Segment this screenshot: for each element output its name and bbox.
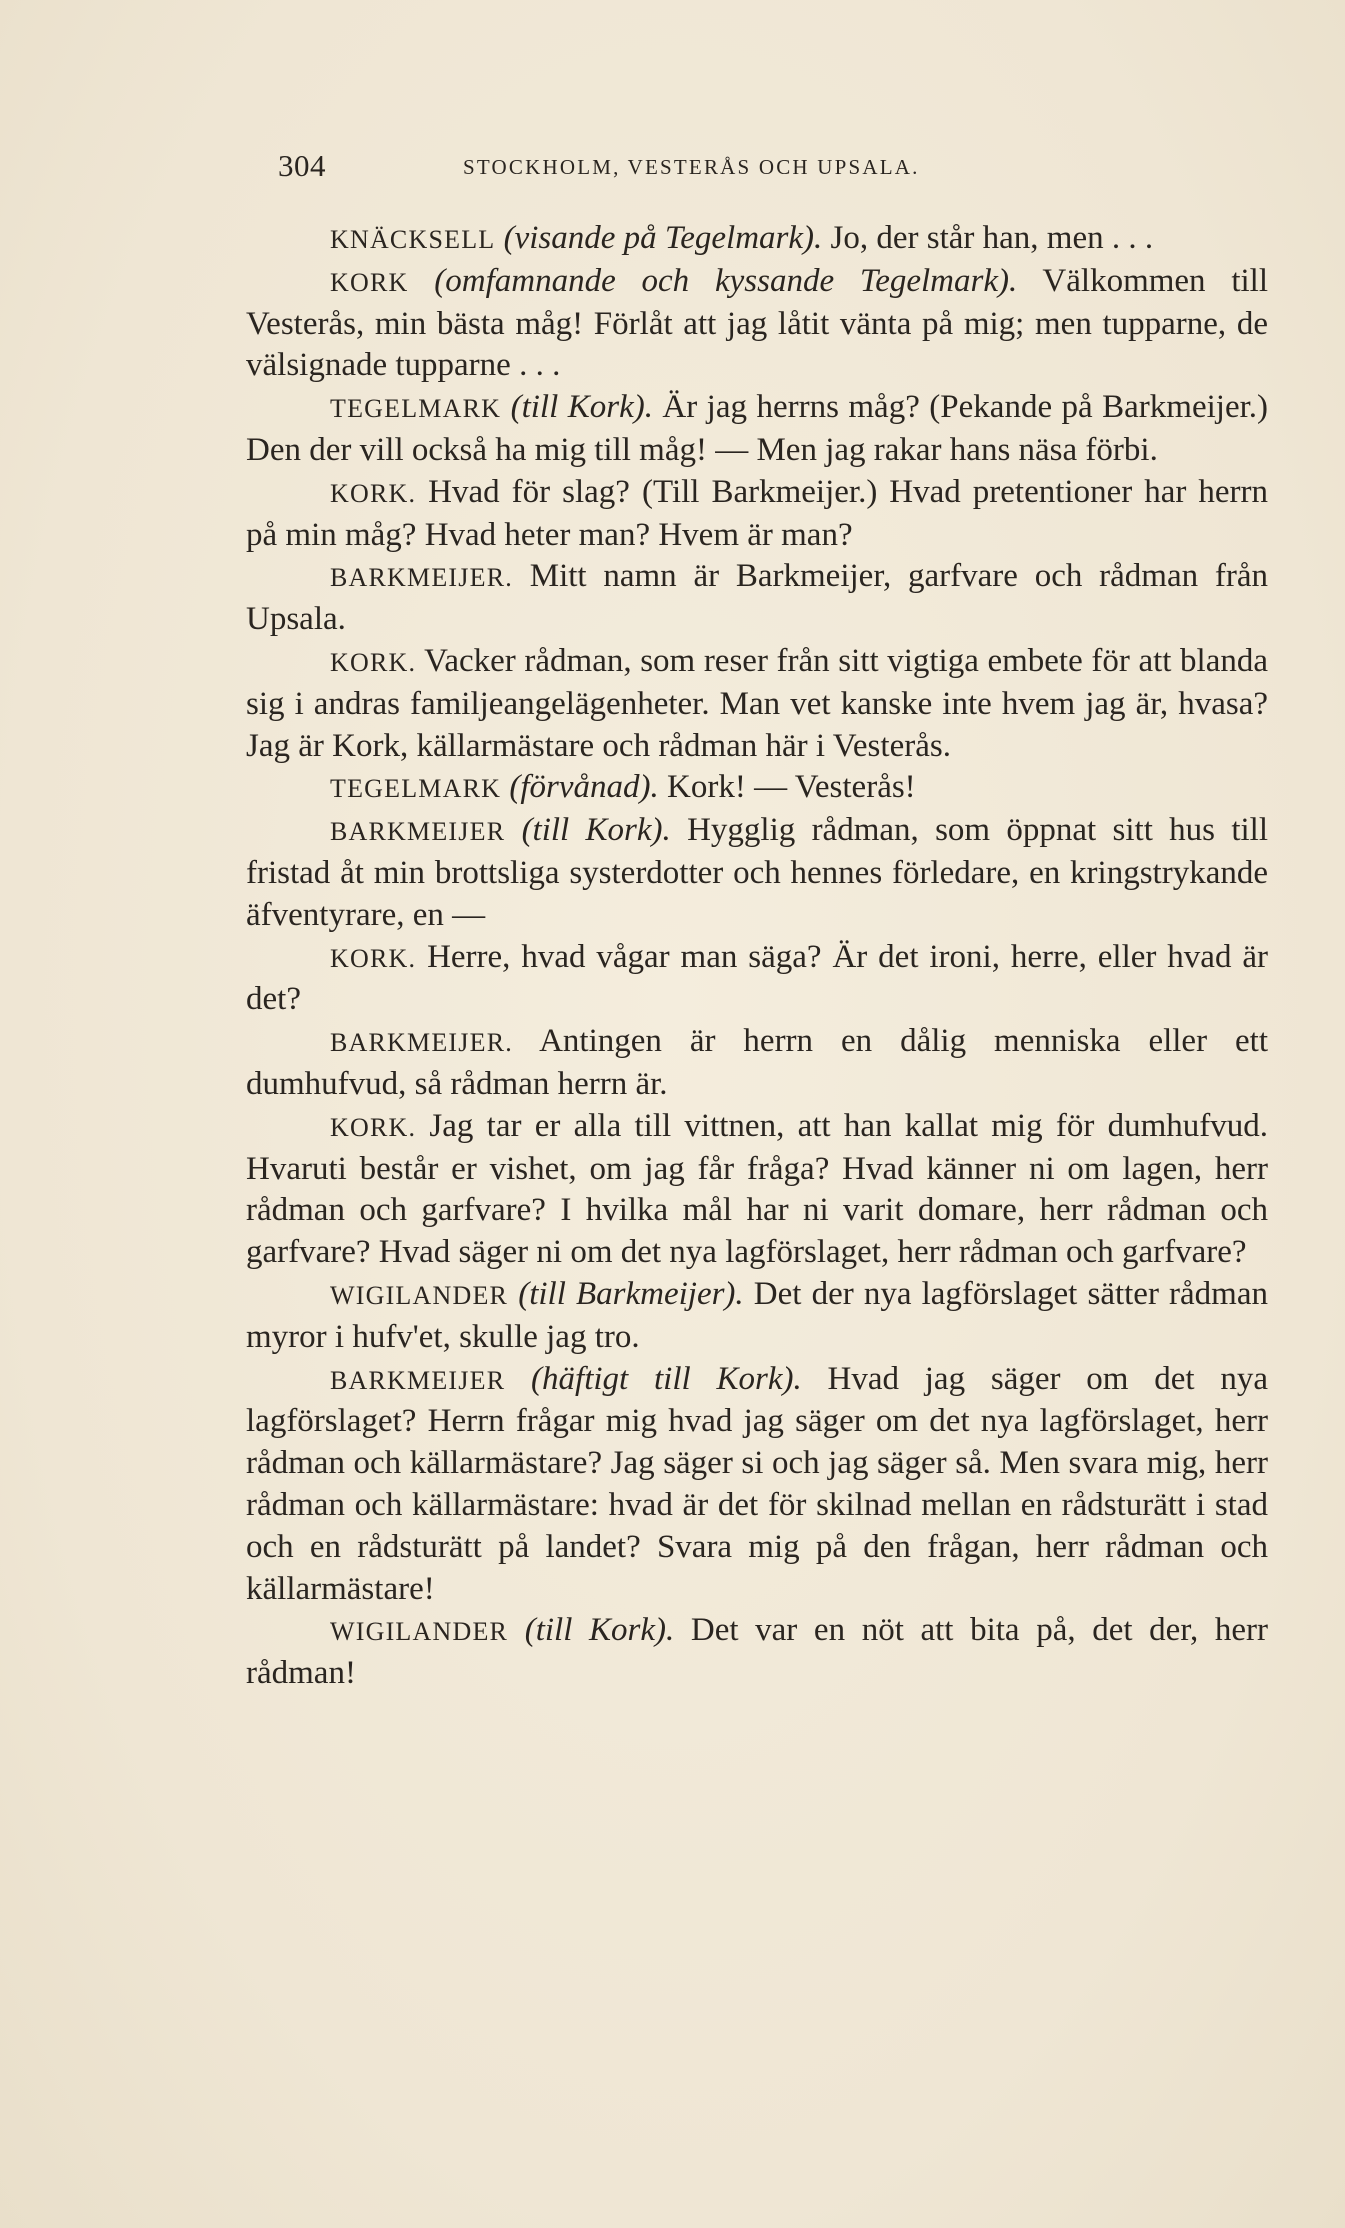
stage-direction: (till Kork). (524, 1612, 675, 1649)
dialogue-text: Jo, der står han, men . . . (822, 220, 1154, 256)
dialogue-text: Hvad jag säger om det nya lagförslaget? Herrn frågar mig hvad jag säger om det nya lagförslaget, herr rådman och källarmästare? Jag säger si och jag säger så. Men svara mig, herr rådman och källarmästare: hvad är det för skilnad mellan en rådsturätt i stad och en rådsturätt på landet? Svara mig på den frågan, herr rådman och källarmästare! (246, 1360, 1268, 1607)
dialogue-paragraph (246, 641, 1268, 767)
dialogue-paragraph (246, 261, 1268, 387)
speaker-name: WIGILANDER (330, 1617, 509, 1647)
speaker-name: KORK. (330, 1112, 417, 1142)
dialogue-text: Vacker rådman, som reser från sitt vigtiga embete för att blanda sig i andras familjeangelägenheter. Man vet kanske inte hvem jag är, hvasa? Jag är Kork, källarmästare och rådman här i Vesterås. (246, 642, 1268, 764)
dialogue-paragraph (246, 1359, 1268, 1611)
speaker-name: KORK. (330, 647, 417, 677)
dialogue-paragraph (246, 1610, 1268, 1695)
speaker-name: TEGELMARK (330, 394, 502, 424)
dialogue-text: Är jag herrns måg? (Pekande på Barkmeijer.) Den der vill också ha mig till måg! — Men jag rakar hans näsa förbi. (246, 389, 1268, 468)
page-number: 304 (278, 148, 326, 183)
speaker-name: KORK. (330, 478, 417, 508)
dialogue-text: Välkommen till Vesterås, min bästa måg! Förlåt att jag låtit vänta på mig; men tupparne, de välsignade tupparne . . . (246, 262, 1269, 384)
speaker-name: KORK (330, 267, 409, 297)
dialogue-paragraph (246, 1274, 1268, 1359)
stage-direction: (visande på Tegelmark). (503, 220, 823, 256)
dialogue-text: Herre, hvad vågar man säga? Är det ironi, herre, eller hvad är det? (246, 938, 1268, 1018)
dialogue-paragraph (246, 937, 1268, 1022)
stage-direction: (till Kork). (510, 389, 653, 426)
speaker-name: BARKMEIJER. (330, 563, 513, 593)
stage-direction: (förvånad). (509, 769, 659, 806)
dialogue-text: Jag tar er alla till vittnen, att han kallat mig för dumhufvud. Hvaruti består er vishet, om jag får fråga? Hvad känner ni om lagen, herr rådman och garfvare? I hvilka mål har ni varit domare, herr rådman och garfvare? Hvad säger ni om det nya lagförslaget, herr rådman och garfvare? (246, 1107, 1268, 1271)
dialogue-text: Hvad för slag? (Till Barkmeijer.) Hvad pretentioner har herrn på min måg? Hvad heter man? Hvem är man? (246, 473, 1268, 553)
dialogue-text: Det var en nöt att bita på, det der, herr rådman! (246, 1612, 1268, 1692)
speaker-name: KORK. (330, 943, 417, 973)
dialogue-paragraph (246, 1106, 1268, 1274)
running-head: STOCKHOLM, VESTERÅS OCH UPSALA. (463, 155, 920, 179)
page-header (278, 148, 1078, 188)
stage-direction: (till Kork). (521, 812, 671, 849)
dialogue-paragraph (246, 218, 1268, 261)
dialogue-paragraph (246, 387, 1268, 472)
stage-direction: (häftigt till Kork). (531, 1360, 802, 1397)
dialogue-text: Kork! — Vesterås! (658, 769, 916, 806)
speaker-name: BARKMEIJER. (330, 1028, 513, 1058)
stage-direction: (omfamnande och kyssande Tegelmark). (434, 262, 1018, 299)
dialogue-paragraph (246, 810, 1268, 936)
speaker-name: BARKMEIJER (330, 817, 506, 847)
dialogue-paragraph (246, 556, 1268, 641)
dialogue-text: Mitt namn är Barkmeijer, garfvare och rådman från Upsala. (246, 558, 1268, 638)
speaker-name: KNÄCKSELL (330, 225, 496, 254)
body-text (246, 218, 1268, 1695)
dialogue-text: Antingen är herrn en dålig menniska eller ett dumhufvud, så rådman herrn är. (246, 1023, 1268, 1102)
speaker-name: BARKMEIJER (330, 1365, 506, 1395)
stage-direction: (till Barkmeijer). (518, 1275, 744, 1312)
speaker-name: TEGELMARK (330, 774, 502, 804)
dialogue-text: Det der nya lagförslaget sätter rådman myror i hufv'et, skulle jag tro. (246, 1275, 1269, 1355)
speaker-name: WIGILANDER (330, 1280, 509, 1310)
dialogue-text: Hygglig rådman, som öppnat sitt hus till fristad åt min brottsliga systerdotter och hennes förledare, en kringstrykande äfventyrare, en — (246, 812, 1269, 933)
dialogue-paragraph (246, 472, 1268, 557)
dialogue-paragraph (246, 767, 1268, 810)
dialogue-paragraph (246, 1021, 1268, 1106)
